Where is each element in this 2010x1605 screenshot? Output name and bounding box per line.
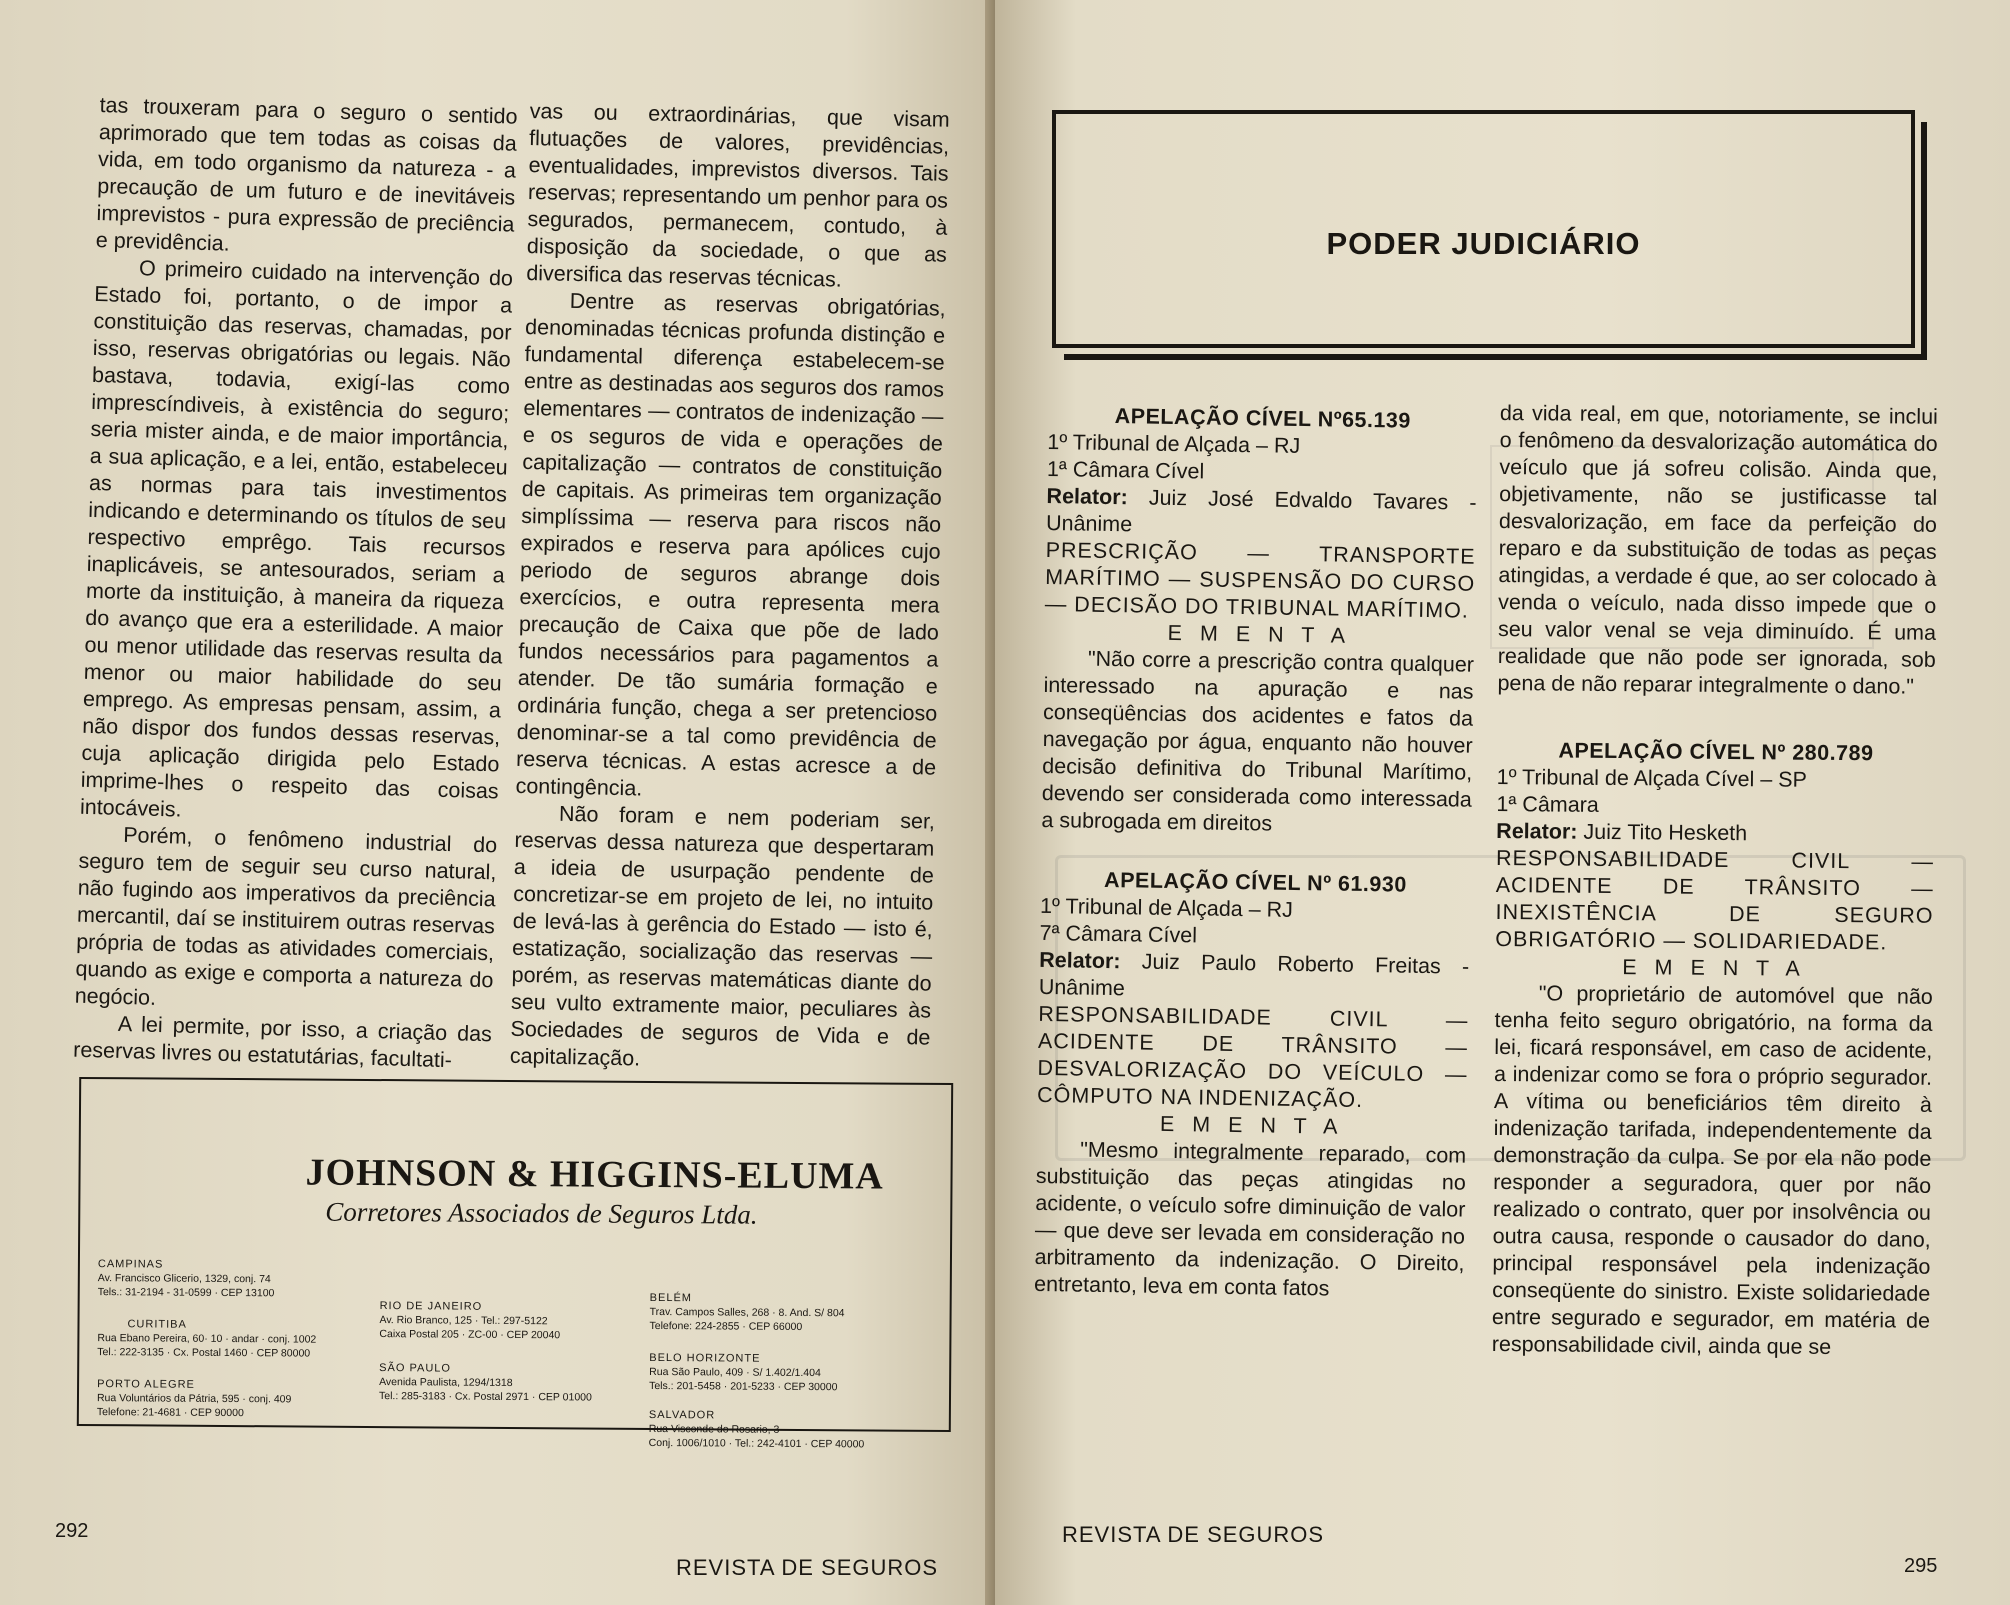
case-title: APELAÇÃO CÍVEL Nº 280.789 (1558, 738, 1874, 766)
case-relator (1046, 483, 1477, 544)
right-column-1 (1034, 402, 1478, 1305)
office-address: Rua Visconde do Rosario, 3 (648, 1422, 780, 1436)
paragraph: O primeiro cuidado na intervenção do Estado foi, portanto, o de impor a constituição das reservas, chamadas, por isso, reservas obrigatórias ou legais. Não bastava, todavia, exigí-las como imprescíndiveis, à existência do seguro; seria mister ainda, e de maior importância, a sua aplicação, e a lei, então, estabeleceu as normas para tais investimentos indicando e determinando os títulos de seu respectivo emprêgo. Tais recursos inaplicáveis, se antesourados, seriam a morte da instituição, à maneira da riqueza do avanço que era a esterilidade. A maior ou menor utilidade das reservas resulta da menor ou maior habilidade do seu emprego. As empresas pensam, assim, a não dispor dos fundos dessas reservas, cuja aplicação dirigida pelo Estado imprime-lhes o respeito das coisas intocáveis. (79, 256, 514, 822)
office-city: BELÉM (649, 1291, 693, 1305)
office-city: CAMPINAS (97, 1258, 164, 1271)
office-address: Rua Voluntários da Pátria, 595 · conj. 409 (96, 1392, 292, 1406)
relator-label: Relator: (1046, 483, 1128, 510)
ementa-text: "Não corre a prescrição contra qualquer interessado na apuração e nas conseqüências dos acidentes e fatos da navegação por água, enquanto não houver decisão definitiva do Tribunal Marítimo, devendo ser considerada como interessada a subrogada em direitos (1041, 646, 1475, 836)
relator-name: Juiz José Edvaldo Tavares - Unânime (1045, 485, 1477, 537)
case-court: 1º Tribunal de Alçada – RJ (1039, 893, 1294, 922)
advertisement-box (77, 1077, 953, 1451)
office-salvador (649, 1408, 909, 1452)
office-city: SALVADOR (648, 1408, 716, 1422)
office-address: Rua São Paulo, 409 · S/ 1.402/1.404 (649, 1365, 821, 1380)
office-city: RIO DE JANEIRO (379, 1300, 483, 1313)
case-chamber: 7ª Câmara Cível (1039, 920, 1198, 948)
page-number: 292 (55, 1520, 89, 1542)
office-campinas (98, 1257, 338, 1301)
paragraph: Porém, o fenômeno industrial do seguro tem de seguir seu curso natural, não fugindo aos imperativos da preciência mercantil, daí se instituirem outras reservas própria de todas as atividades comerciais, quando as exige e comporta a natureza do negócio. (74, 822, 498, 1010)
office-address: Av. Rio Branco, 125 · Tel.: 297-5122 (379, 1314, 548, 1328)
office-address: Rua Ebano Pereira, 60· 10 · andar · conj. 1002 (97, 1332, 317, 1346)
office-address: Avenida Paulista, 1294/1318 (379, 1376, 513, 1389)
case-title: APELAÇÃO CÍVEL Nº 61.930 (1103, 867, 1407, 897)
office-city: CURITIBA (127, 1318, 187, 1331)
section-header-box (1052, 110, 1915, 348)
office-phone: Tels.: 31-2194 - 31-0599 · CEP 13100 (97, 1286, 275, 1300)
ementa-continuation: da vida real, em que, notoriamente, se inclui o fenômeno da desvalorização automática do veículo que já sofreu colisão. Ainda que, objetivamente, não se justificasse tal desvalorização, em face da perfeição do reparo e da substituição de todas as peças atingidas, a verdade é que, ao ser colocado à venda o veículo, nada disso impede que o seu valor venal se veja diminuído. É uma realidade que não pode ser ignorada, sob pena de não reparar integralmente o dano." (1497, 400, 1938, 699)
paragraph: vas ou extraordinárias, que visam flutuações de valores, previdências, eventualidades, imprevistos diversos. Tais reservas; representando um penhor para os segurados, permanecem, contudo, à disposição da sociedade, o que as diversifica das reservas técnicas. (526, 98, 950, 292)
case-subject: PRESCRIÇÃO — TRANSPORTE MARÍTIMO — SUSPENSÃO DO CURSO — DECISÃO DO TRIBUNAL MARÍTIMO. (1044, 537, 1476, 623)
ementa-text: "O proprietário de automóvel que não tenha feito seguro obrigatório, na forma da lei, ficará responsável, em caso de acidente, a indenizar como se fora o próprio segurador. A vítima ou beneficiários têm direito à indenização tarifada, independentemente da demonstração da culpa. Se por ela não pode responder a seguradora, quer por não realizado o contrato, quer por insolvência ou outra causa, responde o causador do dano, principal responsável pela indenização conseqüente do sinistro. Existe solidariedade entre segurado e segurador, em matéria de responsabilidade civil, ainda que se (1491, 981, 1933, 1359)
office-phone: Tel.: 285-3183 · Cx. Postal 2971 · CEP 01000 (378, 1390, 592, 1404)
office-address: Trav. Campos Salles, 268 · 8. And. S/ 804 (649, 1305, 845, 1320)
case-relator (1039, 947, 1470, 1008)
case-chamber: 1ª Câmara (1496, 791, 1599, 817)
paragraph: Dentre as reservas obrigatórias, denominadas técnicas profunda distinção e fundamental diferença estabelecem-se entre as destinadas aos seguros dos ramos elementares — contratos de indenização — e os seguros de vida e operações de capitalização — contratos de constituição de capitais. As primeiras tem organização simplíssima — reserva para riscos não expirados e reserva para apólices cujo periodo de seguros abrange dois exercícios, e outra representa mera precaução de Caixa que põe de lado fundos necessários para pagamentos a atender. De tão sumária formação e ordinária função, chega a ser pretencioso denominar-se a tal como previdência de reserva técnicas. A estas acresce a de contingência. (515, 288, 946, 801)
office-city: SÃO PAULO (379, 1362, 452, 1375)
case-relator (1496, 818, 1934, 849)
office-sao-paulo (379, 1361, 619, 1405)
office-phone: Telefone: 224-2855 · CEP 66000 (649, 1319, 803, 1334)
case-court: 1º Tribunal de Alçada Cível – SP (1496, 764, 1808, 792)
office-address: Av. Francisco Glicerio, 1329, conj. 74 (97, 1272, 271, 1286)
left-column-2 (510, 98, 950, 1079)
office-belem (649, 1291, 909, 1335)
paragraph: tas trouxeram para o seguro o sentido aprimorado que tem todas as coisas da vida, em todo organismo da natureza - a precaução de um futuro e de inevitáveis imprevistos - pura expressão de preciência e previdência. (95, 92, 518, 256)
left-column-1 (73, 92, 518, 1075)
office-phone: Tel.: 222-3135 · Cx. Postal 1460 · CEP 80000 (97, 1346, 311, 1360)
office-city: BELO HORIZONTE (649, 1351, 761, 1365)
relator-label: Relator: (1496, 818, 1578, 844)
case-chamber: 1ª Câmara Cível (1046, 456, 1205, 484)
ad-subtitle: Corretores Associados de Seguros Ltda. (325, 1196, 758, 1230)
ementa-label: E M E N T A (1159, 1111, 1344, 1139)
office-phone: Telefone: 21-4681 · CEP 90000 (96, 1406, 244, 1420)
relator-label: Relator: (1039, 947, 1121, 974)
case-title: APELAÇÃO CÍVEL Nº65.139 (1114, 404, 1412, 433)
paragraph: A lei permite, por isso, a criação das reservas livres ou estatutárias, facultati- (72, 1011, 493, 1073)
case-subject: RESPONSABILIDADE CIVIL — ACIDENTE DE TRÂNSITO — INEXISTÊNCIA DE SEGURO OBRIGATÓRIO — SOLIDARIEDADE. (1495, 845, 1935, 955)
relator-name: Juiz Paulo Roberto Freitas - Unânime (1038, 949, 1470, 1001)
office-porto-alegre (97, 1377, 337, 1421)
ad-title: JOHNSON & HIGGINS-ELUMA (305, 1151, 884, 1198)
ementa-text: "Mesmo integralmente reparado, com substituição das peças atingidas no acidente, o veículo sofre diminuição de valor — que deve ser levada em consideração no arbitramento da indenização. O Direito, entretanto, leva em conta fatos (1033, 1137, 1467, 1301)
paragraph: Não foram e nem poderiam ser, reservas dessa natureza que despertaram a ideia de usurpação pendente de concretizar-se em projeto de lei, no intuito de levá-las à gerência do Estado — isto é, estatização, socialização das reservas — porém, as reservas matemáticas diante do seu vulto extramente maior, peculiares às Sociedades de seguros de Vida e de capitalização. (509, 801, 936, 1071)
case-subject: RESPONSABILIDADE CIVIL — ACIDENTE DE TRÂNSITO — DESVALORIZAÇÃO DO VEÍCULO — CÔMPUTO NA INDENIZAÇÃO. (1036, 1001, 1469, 1113)
relator-name: Juiz Tito Hesketh (1583, 819, 1748, 846)
left-page (0, 0, 995, 1605)
office-phone: Caixa Postal 205 · ZC-00 · CEP 20040 (379, 1328, 561, 1342)
office-city: PORTO ALEGRE (97, 1378, 195, 1391)
page-footer: REVISTA DE SEGUROS (676, 1555, 939, 1580)
case-court: 1º Tribunal de Alçada – RJ (1047, 429, 1301, 458)
page-number: 295 (1904, 1555, 1938, 1577)
office-curitiba (97, 1317, 357, 1361)
office-phone: Tels.: 201-5458 · 201-5233 · CEP 30000 (649, 1379, 838, 1394)
office-belo-horizonte (649, 1351, 909, 1395)
office-rio-de-janeiro (379, 1299, 609, 1343)
right-column-2 (1492, 400, 1938, 1362)
office-phone: Conj. 1006/1010 · Tel.: 242-4101 · CEP 40000 (648, 1436, 865, 1451)
ementa-label: E M E N T A (1622, 955, 1806, 981)
ementa-label: E M E N T A (1167, 620, 1352, 648)
page-footer: REVISTA DE SEGUROS (1062, 1522, 1325, 1547)
section-title: PODER JUDICIÁRIO (1326, 226, 1641, 261)
